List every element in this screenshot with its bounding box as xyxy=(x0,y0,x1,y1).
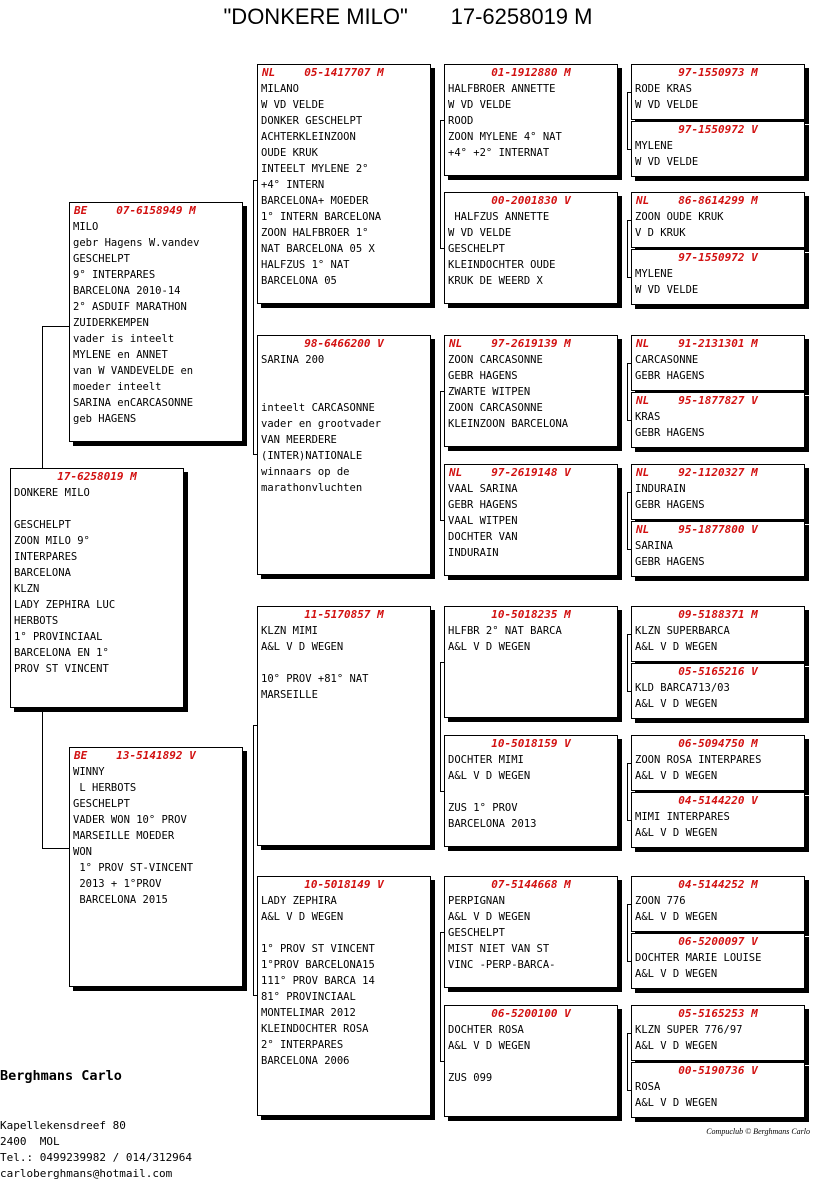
ring-number: 95-1877800 V xyxy=(678,523,758,536)
pigeon-info: HALFZUS ANNETTE W VD VELDE GESCHELPT KLEINDOCHTER OUDE KRUK DE WEERD X xyxy=(448,211,556,287)
ring-header xyxy=(445,337,617,351)
ring-header xyxy=(632,1007,804,1021)
ring-number: 97-2619139 M xyxy=(491,337,571,350)
connector-segment xyxy=(627,634,628,691)
pigeon-box-g13 xyxy=(631,876,805,932)
ring-header xyxy=(632,466,804,480)
pigeon-box-g14 xyxy=(631,933,805,989)
pigeon-info: WINNY L HERBOTS GESCHELPT VADER WON 10° PROV MARSEILLE MOEDER WON 1° PROV ST-VINCENT 2013 + 1°PROV BARCELONA 2015 xyxy=(73,766,194,906)
connector-segment xyxy=(627,492,628,549)
ring-number: 92-1120327 M xyxy=(678,466,758,479)
ring-number: 04-5144220 V xyxy=(678,794,758,807)
ring-header xyxy=(632,935,804,949)
pigeon-info: ZOON 776 A&L V D WEGEN xyxy=(635,895,718,923)
ring-header xyxy=(632,665,804,679)
ring-number: 97-1550972 V xyxy=(678,251,758,264)
pigeon-box-fff xyxy=(444,64,618,176)
pigeon-box-g1 xyxy=(631,64,805,120)
ring-header xyxy=(70,749,242,763)
pigeon-box-g4 xyxy=(631,249,805,305)
pigeon-info: HLFBR 2° NAT BARCA A&L V D WEGEN xyxy=(448,625,562,653)
ring-number: 05-5165253 M xyxy=(678,1007,758,1020)
pigeon-box-g6 xyxy=(631,392,805,448)
pedigree-title: "DONKERE MILO" 17-6258019 M xyxy=(223,4,593,29)
pigeon-info: MYLENE W VD VELDE xyxy=(635,268,699,296)
ring-header xyxy=(445,737,617,751)
country-code: NL xyxy=(636,523,650,536)
ring-number: 00-5190736 V xyxy=(678,1064,758,1077)
ring-header xyxy=(632,394,804,408)
owner-name: Berghmans Carlo xyxy=(0,1068,122,1084)
connector-segment xyxy=(627,220,628,277)
ring-number: 97-1550973 M xyxy=(678,66,758,79)
pigeon-box-ff xyxy=(257,64,431,304)
ring-number: 07-5144668 M xyxy=(491,878,571,891)
pigeon-info: VAAL SARINA GEBR HAGENS VAAL WITPEN DOCHTER VAN INDURAIN xyxy=(448,483,518,559)
pigeon-info: ZOON CARCASONNE GEBR HAGENS ZWARTE WITPEN ZOON CARCASONNE KLEINZOON BARCELONA xyxy=(448,354,569,430)
ring-header xyxy=(445,608,617,622)
ring-header xyxy=(70,204,242,218)
ring-header xyxy=(258,337,430,351)
connector-segment xyxy=(440,391,441,520)
country-code: NL xyxy=(449,337,463,350)
pigeon-box-mfm xyxy=(444,735,618,847)
pigeon-info: DOCHTER MIMI A&L V D WEGEN ZUS 1° PROV BARCELONA 2013 xyxy=(448,754,537,830)
pigeon-box-g5 xyxy=(631,335,805,391)
country-code: NL xyxy=(636,194,650,207)
connector-segment xyxy=(253,725,254,995)
connector-segment xyxy=(440,662,441,791)
pigeon-info: LADY ZEPHIRA A&L V D WEGEN 1° PROV ST VINCENT 1°PROV BARCELONA15 111° PROV BARCA 14 81° PROVINCIAAL MONTELIMAR 2012 KLEINDOCHTER ROSA 2° INTERPARES BARCELONA 2006 xyxy=(261,895,375,1067)
ring-number: 17-6258019 M xyxy=(57,470,137,483)
ring-number: 06-5094750 M xyxy=(678,737,758,750)
ring-header xyxy=(632,523,804,537)
ring-number: 06-5200097 V xyxy=(678,935,758,948)
country-code: NL xyxy=(449,466,463,479)
ring-number: 10-5018149 V xyxy=(304,878,384,891)
connector-segment xyxy=(627,363,628,420)
country-code: BE xyxy=(74,749,88,762)
ring-header xyxy=(632,878,804,892)
pigeon-box-g16 xyxy=(631,1062,805,1118)
ring-header xyxy=(258,66,430,80)
ring-number: 01-1912880 M xyxy=(491,66,571,79)
ring-number: 07-6158949 M xyxy=(116,204,196,217)
ring-header xyxy=(632,1064,804,1078)
pigeon-info: MYLENE W VD VELDE xyxy=(635,140,699,168)
pigeon-box-ffm xyxy=(444,192,618,304)
ring-number: 05-1417707 M xyxy=(304,66,384,79)
connector-segment xyxy=(253,180,254,454)
pigeon-box-g11 xyxy=(631,735,805,791)
connector-segment xyxy=(42,708,43,848)
pigeon-box-mff xyxy=(444,606,618,718)
ring-header xyxy=(445,878,617,892)
connector-segment xyxy=(627,904,628,961)
connector-segment xyxy=(42,848,70,849)
ring-number: 97-1550972 V xyxy=(678,123,758,136)
country-code: NL xyxy=(636,466,650,479)
ring-number: 11-5170857 M xyxy=(304,608,384,621)
pigeon-box-mm xyxy=(257,876,431,1116)
pigeon-box-m xyxy=(69,747,243,987)
pigeon-info: MILO gebr Hagens W.vandev GESCHELPT 9° INTERPARES BARCELONA 2010-14 2° ASDUIF MARATHON ZUIDERKEMPEN vader is inteelt MYLENE en ANNET van W VANDEVELDE en moeder inteelt SARINA enCARCASONNE geb HAGENS xyxy=(73,221,200,425)
connector-segment xyxy=(627,92,628,149)
pigeon-box-mf xyxy=(257,606,431,846)
pigeon-box-fmm xyxy=(444,464,618,576)
ring-number: 97-2619148 V xyxy=(491,466,571,479)
ring-header xyxy=(445,1007,617,1021)
ring-header xyxy=(632,794,804,808)
pigeon-info: RODE KRAS W VD VELDE xyxy=(635,83,699,111)
ring-header xyxy=(632,337,804,351)
pigeon-info: CARCASONNE GEBR HAGENS xyxy=(635,354,705,382)
pigeon-box-g9 xyxy=(631,606,805,662)
ring-header xyxy=(445,466,617,480)
pigeon-box-g8 xyxy=(631,521,805,577)
pigeon-info: KLD BARCA713/03 A&L V D WEGEN xyxy=(635,682,730,710)
country-code: NL xyxy=(636,394,650,407)
pigeon-box-fmf xyxy=(444,335,618,447)
ring-header xyxy=(632,737,804,751)
connector-segment xyxy=(440,932,441,1061)
ring-number: 06-5200100 V xyxy=(491,1007,571,1020)
pigeon-box-mmm xyxy=(444,1005,618,1117)
pigeon-box-main xyxy=(10,468,184,708)
ring-header xyxy=(11,470,183,484)
pigeon-info: DOCHTER ROSA A&L V D WEGEN ZUS 099 xyxy=(448,1024,531,1084)
country-code: NL xyxy=(262,66,276,79)
pigeon-box-fm xyxy=(257,335,431,575)
ring-number: 95-1877827 V xyxy=(678,394,758,407)
ring-number: 00-2001830 V xyxy=(491,194,571,207)
pigeon-info: KRAS GEBR HAGENS xyxy=(635,411,705,439)
pigeon-box-f xyxy=(69,202,243,442)
ring-header xyxy=(258,608,430,622)
pigeon-box-g2 xyxy=(631,121,805,177)
ring-number: 04-5144252 M xyxy=(678,878,758,891)
connector-segment xyxy=(42,326,70,327)
ring-header xyxy=(632,608,804,622)
ring-header xyxy=(445,66,617,80)
pigeon-box-g12 xyxy=(631,792,805,848)
pigeon-info: MIMI INTERPARES A&L V D WEGEN xyxy=(635,811,730,839)
pigeon-info: HALFBROER ANNETTE W VD VELDE ROOD ZOON MYLENE 4° NAT +4° +2° INTERNAT xyxy=(448,83,562,159)
pigeon-info: INDURAIN GEBR HAGENS xyxy=(635,483,705,511)
ring-number: 05-5165216 V xyxy=(678,665,758,678)
country-code: BE xyxy=(74,204,88,217)
pigeon-box-mmf xyxy=(444,876,618,988)
pigeon-info: ZOON OUDE KRUK V D KRUK xyxy=(635,211,724,239)
ring-header xyxy=(632,123,804,137)
owner-address: Kapellekensdreef 80 2400 MOL Tel.: 0499239982 / 014/312964 carloberghmans@hotmail.com xyxy=(0,1119,193,1180)
ring-header xyxy=(258,878,430,892)
ring-header xyxy=(632,66,804,80)
pigeon-info: MILANO W VD VELDE DONKER GESCHELPT ACHTERKLEINZOON OUDE KRUK INTEELT MYLENE 2° +4° INTERN BARCELONA+ MOEDER 1° INTERN BARCELONA ZOON HALFBROER 1° NAT BARCELONA 05 X HALFZUS 1° NAT BARCELONA 05 xyxy=(261,83,382,287)
connector-segment xyxy=(42,326,43,468)
pigeon-info: KLZN SUPERBARCA A&L V D WEGEN xyxy=(635,625,730,653)
ring-number: 10-5018235 M xyxy=(491,608,571,621)
country-code: NL xyxy=(636,337,650,350)
pigeon-info: ROSA A&L V D WEGEN xyxy=(635,1081,718,1109)
connector-segment xyxy=(440,120,441,248)
connector-segment xyxy=(627,763,628,820)
pigeon-box-g7 xyxy=(631,464,805,520)
owner-block xyxy=(0,1034,192,1198)
ring-number: 13-5141892 V xyxy=(116,749,196,762)
pigeon-info: SARINA GEBR HAGENS xyxy=(635,540,705,568)
pigeon-info: KLZN MIMI A&L V D WEGEN 10° PROV +81° NAT MARSEILLE xyxy=(261,625,369,701)
ring-header xyxy=(632,251,804,265)
ring-number: 10-5018159 V xyxy=(491,737,571,750)
ring-number: 86-8614299 M xyxy=(678,194,758,207)
ring-number: 91-2131301 M xyxy=(678,337,758,350)
pigeon-box-g3 xyxy=(631,192,805,248)
pigeon-box-g15 xyxy=(631,1005,805,1061)
pigeon-info: KLZN SUPER 776/97 A&L V D WEGEN xyxy=(635,1024,743,1052)
pigeon-info: DOCHTER MARIE LOUISE A&L V D WEGEN xyxy=(635,952,762,980)
pigeon-info: SARINA 200 inteelt CARCASONNE vader en grootvader VAN MEERDERE (INTER)NATIONALE winnaars op de marathonvluchten xyxy=(261,354,382,494)
pigeon-box-g10 xyxy=(631,663,805,719)
pigeon-info: ZOON ROSA INTERPARES A&L V D WEGEN xyxy=(635,754,762,782)
ring-header xyxy=(445,194,617,208)
pigeon-info: DONKERE MILO GESCHELPT ZOON MILO 9° INTERPARES BARCELONA KLZN LADY ZEPHIRA LUC HERBOTS 1° PROVINCIAAL BARCELONA EN 1° PROV ST VINCENT xyxy=(14,487,116,675)
ring-number: 09-5188371 M xyxy=(678,608,758,621)
footer-credit: Compuclub © Berghmans Carlo xyxy=(706,1127,810,1136)
ring-header xyxy=(632,194,804,208)
ring-number: 98-6466200 V xyxy=(304,337,384,350)
connector-segment xyxy=(627,1033,628,1090)
pigeon-info: PERPIGNAN A&L V D WEGEN GESCHELPT MIST NIET VAN ST VINC -PERP-BARCA- xyxy=(448,895,556,971)
